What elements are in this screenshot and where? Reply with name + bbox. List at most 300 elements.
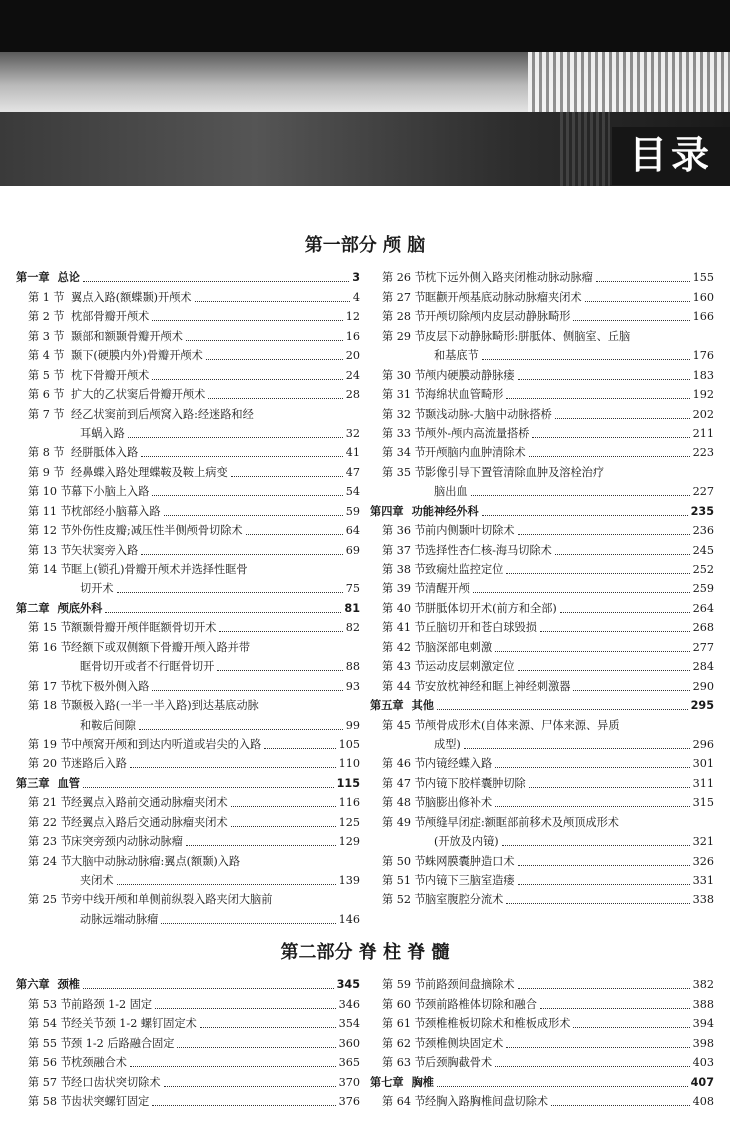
dot-leader (437, 709, 688, 710)
page-number: 183 (692, 368, 714, 382)
entry-title-continuation: 和鞍后间隙 (80, 718, 136, 732)
entry-title: 中颅窝开颅和到达内听道或岩尖的入路 (71, 737, 262, 751)
chapter-entry (16, 597, 360, 616)
chapter-number: 第三章 (16, 776, 50, 790)
page-number: 382 (692, 978, 714, 992)
toc-entry (370, 520, 714, 539)
page-number: 284 (692, 660, 714, 674)
dot-leader (105, 612, 341, 613)
section-number: 第 16 节 (28, 640, 72, 654)
entry-title: 枕下远外侧入路夹闭椎动脉动脉瘤 (425, 271, 593, 285)
toc-entry (16, 1052, 360, 1071)
page-number: 202 (692, 407, 714, 421)
dot-leader (495, 767, 690, 768)
toc-entry (16, 1032, 360, 1051)
entry-title: 颈椎侧块固定术 (425, 1036, 504, 1050)
dot-leader (219, 631, 342, 632)
toc-entry-continuation (16, 870, 360, 889)
page-number: 407 (690, 1075, 714, 1089)
dot-leader (117, 592, 343, 593)
chapter-number: 第四章 (370, 504, 404, 518)
part2-left-column (16, 974, 360, 1110)
dot-leader (141, 456, 343, 457)
section-number: 第 39 节 (382, 582, 426, 596)
entry-title: 开颅脑内血肿清除术 (425, 446, 526, 460)
entry-title: 眶上(锁孔)骨瓣开颅术并选择性眶骨 (71, 563, 248, 576)
section-number: 第 33 节 (382, 426, 426, 440)
page-number: 321 (692, 835, 714, 849)
toc-entry-continuation (16, 714, 360, 733)
dot-leader (506, 573, 689, 574)
section-number: 第 55 节 (28, 1036, 72, 1050)
page-number: 160 (692, 290, 714, 304)
section-number: 第 6 节 (28, 388, 65, 402)
dot-leader (83, 281, 349, 282)
part2-right-column (370, 974, 714, 1110)
section-number: 第 23 节 (28, 835, 72, 849)
section-number: 第 3 节 (28, 329, 65, 343)
page-number: 227 (692, 485, 714, 499)
toc-entry-continuation (16, 578, 360, 597)
toc-entry (370, 772, 714, 791)
toc-entry (370, 870, 714, 889)
toc-entry (370, 578, 714, 597)
dot-leader (518, 534, 690, 535)
chapter-number: 第二章 (16, 601, 50, 615)
section-number: 第 20 节 (28, 757, 72, 771)
toc-entry (370, 442, 714, 461)
chapter-entry (370, 1071, 714, 1090)
toc-entry (16, 500, 360, 519)
entry-title: 经乙状窦前到后颅窝入路:经迷路和经 (71, 407, 254, 421)
entry-title: 经翼点入路前交通动脉瘤夹闭术 (71, 796, 228, 810)
entry-title-continuation: 眶骨切开或者不行眶骨切开 (80, 660, 215, 674)
section-number: 第 26 节 (382, 271, 426, 285)
toc-entry (370, 811, 714, 830)
toc-entry (370, 461, 714, 480)
toc-entry (370, 403, 714, 422)
entry-title: 内镜经蝶入路 (425, 757, 493, 771)
page-number: 398 (692, 1036, 714, 1050)
entry-title: 海绵状血管畸形 (425, 388, 504, 402)
dot-leader (555, 418, 690, 419)
entry-title: 脑室腹腔分流术 (425, 893, 504, 907)
entry-title: 枕部经小脑幕入路 (71, 504, 161, 518)
entry-title: 旁中线开颅和单侧前纵裂入路夹闭大脑前 (71, 893, 273, 907)
chapter-entry (16, 267, 360, 286)
toc-entry (16, 831, 360, 850)
dot-leader (231, 476, 343, 477)
entry-title: 眶颧开颅基底动脉动脉瘤夹闭术 (425, 290, 582, 304)
page-number: 81 (344, 601, 360, 615)
page-number: 110 (338, 757, 360, 771)
page-number: 146 (338, 912, 360, 926)
toc-entry (370, 423, 714, 442)
page-number: 290 (692, 679, 714, 693)
section-number: 第 10 节 (28, 485, 72, 499)
dot-leader (164, 515, 343, 516)
dot-leader (573, 690, 689, 691)
entry-title: 颞极入路(一半一半入路)到达基底动脉 (71, 699, 259, 713)
page-number: 338 (692, 893, 714, 907)
dot-leader (532, 437, 689, 438)
toc-entry (370, 1013, 714, 1032)
section-number: 第 63 节 (382, 1056, 426, 1070)
entry-title: 迷路后入路 (71, 757, 127, 771)
section-number: 第 47 节 (382, 776, 426, 790)
entry-title: 前路颈间盘摘除术 (425, 978, 515, 992)
section-number: 第 35 节 (382, 465, 426, 479)
entry-title: 致痫灶监控定位 (425, 563, 504, 576)
dot-leader (152, 379, 342, 380)
page-number: 394 (692, 1017, 714, 1031)
page-number: 360 (338, 1036, 360, 1050)
chapter-entry (16, 974, 360, 993)
dot-leader (518, 670, 690, 671)
entry-title: 额颞骨瓣开颅伴眶额骨切开术 (71, 621, 217, 635)
page-number: 166 (692, 310, 714, 324)
entry-title: 颅骨成形术(自体来源、尸体来源、异质 (425, 718, 620, 732)
entry-title: 选择性杏仁核-海马切除术 (425, 543, 552, 557)
toc-entry (370, 792, 714, 811)
chapter-title: 颅底外科 (57, 601, 103, 615)
entry-title-continuation: 和基底节 (434, 349, 479, 363)
section-number: 第 41 节 (382, 621, 426, 635)
page-number: 82 (345, 621, 360, 635)
chapter-title: 其他 (411, 699, 434, 713)
page-number: 295 (690, 699, 714, 713)
toc-entry (370, 325, 714, 344)
section-number: 第 5 节 (28, 368, 65, 382)
toc-entry (16, 461, 360, 480)
dot-leader (130, 1066, 336, 1067)
page-number: 115 (336, 776, 360, 790)
part1-right-column (370, 267, 714, 908)
section-number: 第 44 节 (382, 679, 426, 693)
entry-title-continuation: 成型) (434, 737, 461, 751)
page-number: 277 (692, 640, 714, 654)
part1-title: 第一部分 颅 脑 (304, 235, 426, 256)
section-number: 第 49 节 (382, 815, 426, 829)
toc-entry (370, 974, 714, 993)
dot-leader (437, 1086, 688, 1087)
page-number: 16 (345, 329, 360, 343)
dot-leader (540, 631, 690, 632)
page-number: 24 (345, 368, 360, 382)
dot-leader (473, 592, 690, 593)
dot-leader (464, 748, 690, 749)
dot-leader (540, 1008, 690, 1009)
part1-left-column (16, 267, 360, 928)
page-number: 388 (692, 997, 714, 1011)
entry-title: 翼点入路(额蝶颞)开颅术 (71, 290, 192, 304)
entry-title: 丘脑切开和苍白球毁损 (425, 621, 537, 635)
entry-title: 开颅切除颅内皮层动静脉畸形 (425, 310, 571, 324)
entry-title: 前内侧颞叶切除术 (425, 524, 515, 538)
toc-entry (16, 675, 360, 694)
entry-title: 脑膨出修补术 (425, 796, 493, 810)
toc-entry (16, 286, 360, 305)
entry-title: 枕下骨瓣开颅术 (71, 368, 150, 382)
toc-entry (370, 1052, 714, 1071)
toc-entry (370, 753, 714, 772)
entry-title-continuation: 夹闭术 (80, 874, 114, 887)
section-number: 第 7 节 (28, 407, 65, 421)
dot-leader (560, 612, 690, 613)
toc-entry-continuation (16, 908, 360, 927)
dot-leader (83, 988, 334, 989)
dot-leader (164, 1086, 336, 1087)
entry-title: 颅缝早闭症:额眶部前移术及颅顶成形术 (425, 815, 619, 829)
page-number: 12 (345, 310, 360, 324)
dot-leader (186, 845, 336, 846)
dot-leader (155, 1008, 336, 1009)
entry-title-continuation: 脑出血 (434, 485, 468, 499)
page-number: 315 (692, 796, 714, 810)
chapter-entry (16, 772, 360, 791)
chapter-entry (370, 695, 714, 714)
toc-entry (370, 889, 714, 908)
dot-leader (518, 865, 690, 866)
entry-title: 颅内硬膜动静脉瘘 (425, 368, 515, 382)
dot-leader (208, 398, 342, 399)
chapter-title: 胸椎 (411, 1075, 434, 1089)
section-number: 第 19 节 (28, 737, 72, 751)
page-number: 99 (345, 718, 360, 732)
dot-leader (529, 787, 690, 788)
section-number: 第 45 节 (382, 718, 426, 732)
entry-title: 颞下(硬膜内外)骨瓣开颅术 (71, 349, 203, 363)
toc-entry (370, 850, 714, 869)
page-number: 64 (345, 524, 360, 538)
toc-entry (16, 539, 360, 558)
toc-entry (370, 267, 714, 286)
dot-leader (506, 1047, 689, 1048)
toc-entry (370, 364, 714, 383)
toc-entry (370, 636, 714, 655)
entry-title: 后颈胸截骨术 (425, 1056, 493, 1070)
page-number: 54 (345, 485, 360, 499)
toc-entry (370, 559, 714, 578)
page-number: 105 (338, 737, 360, 751)
page-number: 125 (338, 815, 360, 829)
dot-leader (596, 281, 690, 282)
dot-leader (128, 437, 343, 438)
dot-leader (518, 379, 690, 380)
page-number: 47 (345, 465, 360, 479)
section-number: 第 17 节 (28, 679, 72, 693)
page-number: 28 (345, 388, 360, 402)
dot-leader (495, 651, 690, 652)
page-number: 264 (692, 601, 714, 615)
page-number: 75 (345, 582, 360, 596)
section-number: 第 42 节 (382, 640, 426, 654)
toc-entry (370, 617, 714, 636)
header-stripes-dark (560, 112, 610, 186)
dot-leader (506, 903, 689, 904)
toc-entry-continuation (370, 481, 714, 500)
section-number: 第 30 节 (382, 368, 426, 382)
page-number: 3 (352, 271, 360, 285)
section-number: 第 25 节 (28, 893, 72, 907)
section-number: 第 50 节 (382, 854, 426, 868)
entry-title-continuation: (开放及内镜) (434, 835, 499, 849)
section-number: 第 54 节 (28, 1017, 72, 1031)
dot-leader (217, 670, 342, 671)
section-number: 第 18 节 (28, 699, 72, 713)
dot-leader (152, 690, 342, 691)
section-number: 第 46 节 (382, 757, 426, 771)
chapter-number: 第五章 (370, 699, 404, 713)
toc-entry (16, 364, 360, 383)
entry-title: 经胸入路胸椎间盘切除术 (425, 1095, 549, 1109)
entry-title: 颞部和额颞骨瓣开颅术 (71, 329, 183, 343)
section-number: 第 60 节 (382, 997, 426, 1011)
dot-leader (206, 359, 343, 360)
section-number: 第 40 节 (382, 601, 426, 615)
toc-entry (16, 636, 360, 655)
entry-title: 前路颈 1-2 固定 (71, 997, 153, 1011)
toc-entry (16, 325, 360, 344)
entry-title: 内镜下胶样囊肿切除 (425, 776, 526, 790)
toc-entry (16, 734, 360, 753)
page-number: 236 (692, 524, 714, 538)
section-number: 第 31 节 (382, 388, 426, 402)
title-box (612, 127, 730, 185)
entry-title: 颈椎椎板切除术和椎板成形术 (425, 1017, 571, 1031)
dot-leader (117, 884, 336, 885)
dot-leader (471, 495, 690, 496)
section-number: 第 37 节 (382, 543, 426, 557)
section-number: 第 64 节 (382, 1095, 426, 1109)
dot-leader (83, 787, 334, 788)
page-number: 4 (352, 290, 360, 304)
entry-title-continuation: 动脉远端动脉瘤 (80, 912, 159, 926)
entry-title: 外伤性皮瓣;减压性半侧颅骨切除术 (71, 524, 243, 538)
toc-entry (370, 1032, 714, 1051)
page-number: 88 (345, 660, 360, 674)
page-number: 20 (345, 349, 360, 363)
toc-entry (16, 559, 360, 578)
dot-leader (555, 554, 690, 555)
page-number: 376 (338, 1095, 360, 1109)
entry-title: 蛛网膜囊肿造口术 (425, 854, 515, 868)
toc-entry (370, 384, 714, 403)
page-number: 326 (692, 854, 714, 868)
section-number: 第 56 节 (28, 1056, 72, 1070)
toc-entry (16, 993, 360, 1012)
page-number: 155 (692, 271, 714, 285)
dot-leader (231, 806, 336, 807)
section-number: 第 11 节 (28, 504, 72, 518)
entry-title-continuation: 切开术 (80, 582, 114, 596)
dot-leader (585, 301, 690, 302)
section-number: 第 29 节 (382, 329, 426, 343)
section-number: 第 28 节 (382, 310, 426, 324)
dot-leader (200, 1027, 336, 1028)
section-number: 第 15 节 (28, 621, 72, 635)
toc-entry (370, 306, 714, 325)
page-number: 223 (692, 446, 714, 460)
chapter-number: 第七章 (370, 1075, 404, 1089)
dot-leader (177, 1047, 335, 1048)
dot-leader (495, 806, 690, 807)
entry-title: 皮层下动静脉畸形:胼胝体、侧脑室、丘脑 (425, 329, 631, 343)
section-number: 第 14 节 (28, 563, 72, 576)
section-number: 第 48 节 (382, 796, 426, 810)
part2-title: 第二部分 脊 柱 脊 髓 (280, 942, 450, 963)
section-number: 第 52 节 (382, 893, 426, 907)
entry-title: 齿状突螺钉固定 (71, 1095, 150, 1109)
top-dark-band (0, 0, 730, 52)
page-number: 41 (345, 446, 360, 460)
entry-title: 颅外-颅内高流量搭桥 (425, 426, 530, 440)
toc-entry (16, 520, 360, 539)
toc-entry (16, 753, 360, 772)
page-number: 129 (338, 835, 360, 849)
entry-title: 大脑中动脉动脉瘤:翼点(额颞)入路 (71, 854, 241, 868)
toc-entry (370, 993, 714, 1012)
section-number: 第 9 节 (28, 465, 65, 479)
page-number: 32 (345, 426, 360, 440)
toc-entry (16, 1091, 360, 1110)
dot-leader (573, 320, 689, 321)
section-number: 第 27 节 (382, 290, 426, 304)
page-number: 403 (692, 1056, 714, 1070)
toc-entry (370, 675, 714, 694)
dot-leader (152, 1105, 335, 1106)
toc-entry-continuation (370, 734, 714, 753)
page-number: 93 (345, 679, 360, 693)
dot-leader (141, 554, 343, 555)
dot-leader (152, 320, 342, 321)
page-number: 346 (338, 997, 360, 1011)
entry-title: 颈前路椎体切除和融合 (425, 997, 537, 1011)
section-number: 第 62 节 (382, 1036, 426, 1050)
toc-entry (16, 811, 360, 830)
section-number: 第 58 节 (28, 1095, 72, 1109)
dot-leader (502, 845, 690, 846)
section-number: 第 43 节 (382, 660, 426, 674)
toc-entry (16, 1071, 360, 1090)
page-number: 301 (692, 757, 714, 771)
chapter-entry (370, 500, 714, 519)
chapter-number: 第六章 (16, 978, 50, 992)
section-number: 第 8 节 (28, 446, 65, 460)
page-number: 354 (338, 1017, 360, 1031)
entry-title: 清醒开颅 (425, 582, 470, 596)
section-number: 第 57 节 (28, 1075, 72, 1089)
section-number: 第 51 节 (382, 874, 426, 887)
dot-leader (186, 340, 343, 341)
page-number: 296 (692, 737, 714, 751)
dot-leader (231, 826, 336, 827)
toc-entry-continuation (16, 656, 360, 675)
page-number: 365 (338, 1056, 360, 1070)
page-number: 192 (692, 388, 714, 402)
toc-entry-continuation (16, 423, 360, 442)
page-number: 345 (336, 978, 360, 992)
section-number: 第 21 节 (28, 796, 72, 810)
section-number: 第 32 节 (382, 407, 426, 421)
toc-entry-continuation (370, 831, 714, 850)
entry-title: 扩大的乙状窦后骨瓣开颅术 (71, 388, 206, 402)
toc-entry (16, 889, 360, 908)
entry-title: 颈 1-2 后路融合固定 (71, 1036, 175, 1050)
section-number: 第 12 节 (28, 524, 72, 538)
section-number: 第 4 节 (28, 349, 65, 363)
toc-entry (16, 481, 360, 500)
